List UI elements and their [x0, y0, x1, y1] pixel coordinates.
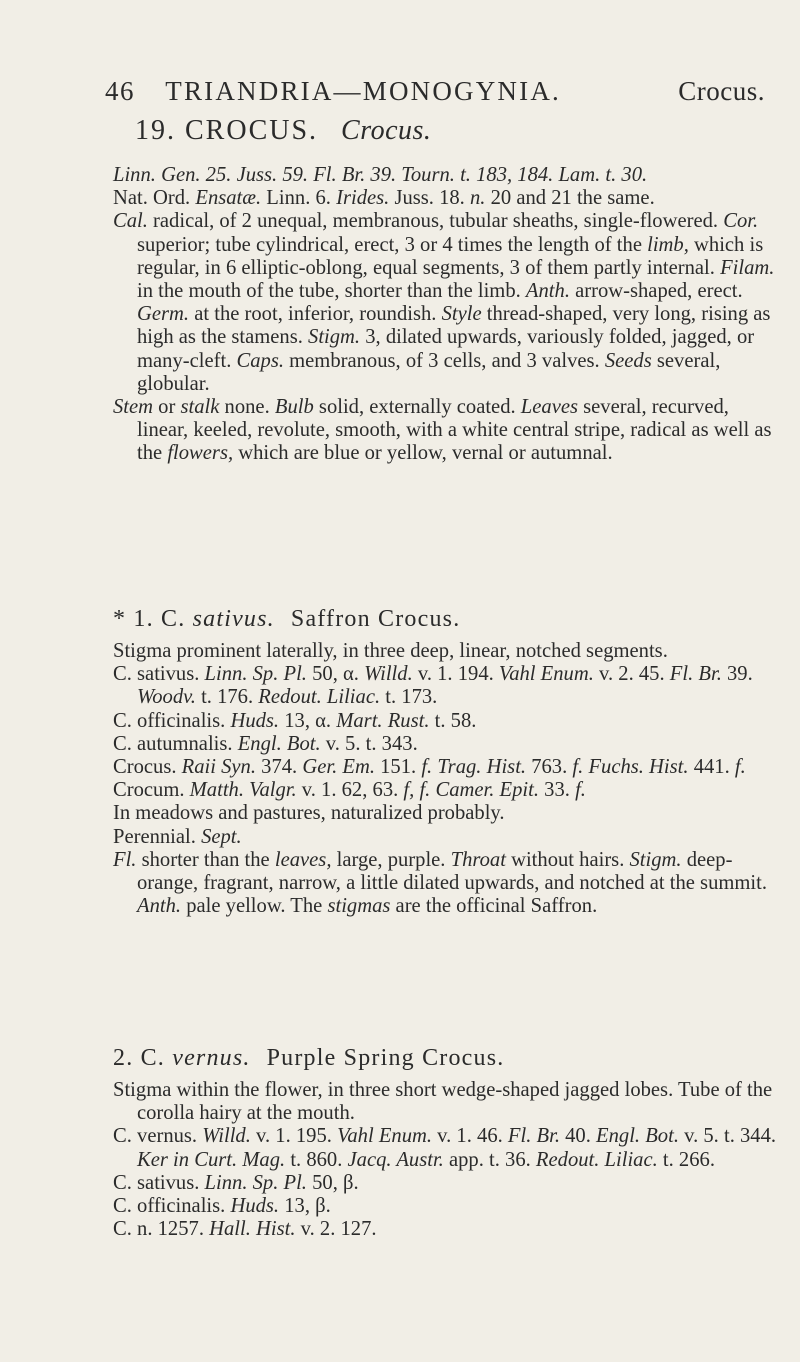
italic-text: Anth.: [525, 280, 570, 303]
text-run: 33.: [539, 779, 576, 802]
text-run: several, globular.: [137, 349, 721, 395]
text-paragraph: [113, 733, 783, 756]
text-run: large, purple.: [331, 848, 451, 871]
italic-text: stigmas: [327, 895, 391, 918]
text-paragraph: [113, 779, 783, 802]
italic-text: Linn. Gen. 25. Juss. 59. Fl. Br. 39. Tourn. t. 183, 184. Lam. t. 30.: [113, 164, 648, 186]
italic-text: Fl. Br.: [669, 663, 722, 686]
text-run: Stigma within the flower, in three short wedge-shaped jagged lobes. Tube of the corolla hairy at the mouth.: [113, 1079, 773, 1125]
running-genus: Crocus.: [678, 76, 765, 106]
text-run: superior; tube cylindrical, erect, 3 or 4 times the length of the: [137, 233, 648, 256]
running-title: TRIANDRIA—MONOGYNIA.: [165, 76, 561, 106]
italic-text: Hall. Hist.: [209, 1218, 296, 1241]
text-run: thread-shaped, very long, rising as high as the stamens.: [137, 303, 771, 349]
text-run: arrow-shaped, erect.: [569, 280, 743, 303]
italic-text: Style: [441, 303, 482, 326]
text-paragraph: [113, 1125, 783, 1171]
text-run: t. 173.: [380, 686, 438, 709]
italic-text: Seeds: [604, 349, 652, 372]
text-run: are the officinal Saffron.: [390, 895, 598, 918]
text-run: 20 and 21 the same.: [485, 187, 655, 210]
text-run: which is regular, in 6 elliptic-oblong, equal segments, 3 of them partly internal.: [137, 233, 764, 279]
italic-text: Engl. Bot.: [596, 1125, 679, 1148]
text-paragraph: [113, 1195, 783, 1218]
italic-text: Jacq. Austr.: [347, 1148, 444, 1171]
running-header: [105, 76, 765, 107]
italic-text: Linn. Sp. Pl.: [204, 1171, 307, 1194]
text-run: v. 2. 45.: [593, 663, 670, 686]
genus-title: [135, 115, 431, 147]
italic-text: Stem: [113, 396, 154, 419]
text-run: v. 5. t. 343.: [320, 732, 418, 755]
text-run: v. 1. 46.: [432, 1125, 508, 1148]
italic-text: Irides.: [336, 187, 390, 210]
text-paragraph: [113, 396, 783, 466]
text-run: Perennial.: [113, 825, 202, 848]
italic-text: Huds.: [230, 1195, 280, 1218]
text-run: C. sativus.: [113, 1171, 205, 1194]
species-common-name: Purple Spring Crocus.: [266, 1045, 505, 1071]
italic-text: f.: [575, 779, 586, 802]
italic-text: Leaves: [520, 396, 578, 419]
text-run: membranous, of 3 cells, and 3 valves.: [284, 349, 605, 372]
text-run: 151.: [374, 756, 422, 779]
text-run: 3, dilated upwards, variously folded, jagged, or many-cleft.: [137, 326, 755, 372]
species-number: * 1. C.: [113, 606, 193, 632]
text-run: C. officinalis.: [113, 1195, 231, 1218]
text-run: v. 2. 127.: [295, 1218, 377, 1241]
text-run: Crocus.: [113, 756, 182, 779]
italic-text: Fl.: [113, 848, 137, 871]
text-run: shorter than the: [136, 848, 275, 871]
italic-text: Fuchs. Hist.: [588, 756, 689, 779]
text-run: 50, α.: [306, 663, 365, 686]
species-heading-vernus: [113, 1045, 504, 1072]
italic-text: Stigm.: [629, 848, 682, 871]
text-run: 39.: [721, 663, 753, 686]
italic-text: Vahl Enum.: [498, 663, 594, 686]
italic-text: Matth. Valgr.: [189, 779, 297, 802]
text-run: Juss. 18.: [389, 187, 470, 210]
italic-text: f.: [421, 756, 433, 779]
text-paragraph: [113, 802, 783, 825]
text-run: C. officinalis.: [113, 709, 231, 732]
species-sativus-description: [113, 640, 783, 918]
italic-text: Filam.: [720, 256, 775, 279]
text-paragraph: [113, 756, 783, 779]
italic-text: n.: [469, 187, 486, 210]
text-run: C. n. 1257.: [113, 1218, 210, 1241]
text-run: deep-orange, fragrant, narrow, a little dilated upwards, and notched at the summit.: [137, 848, 767, 895]
text-run: or: [153, 396, 181, 419]
text-run: Nat. Ord.: [113, 187, 196, 210]
genus-common-name: Crocus.: [341, 115, 432, 146]
text-run: at the root, inferior, roundish.: [189, 303, 442, 326]
italic-text: Huds.: [230, 709, 280, 732]
italic-text: Ker in Curt. Mag.: [137, 1148, 286, 1171]
italic-text: Raii Syn.: [181, 756, 256, 779]
species-number: 2. C.: [113, 1045, 173, 1071]
italic-text: Woodv.: [137, 686, 196, 709]
italic-text: Redout. Liliac.: [258, 686, 381, 709]
species-vernus-description: [113, 1079, 783, 1241]
italic-text: Anth.: [137, 895, 182, 918]
species-epithet: sativus.: [192, 606, 275, 632]
page-number: 46: [105, 76, 135, 106]
species-heading-sativus: [113, 606, 460, 633]
italic-text: Mart. Rust.: [336, 709, 430, 732]
text-paragraph: [113, 826, 783, 849]
italic-text: Vahl Enum.: [337, 1125, 433, 1148]
text-paragraph: [113, 210, 783, 396]
text-run: 374.: [256, 756, 303, 779]
species-common-name: Saffron Crocus.: [290, 606, 461, 632]
text-run: 13, α.: [279, 709, 337, 732]
text-run: none.: [219, 396, 275, 419]
text-paragraph: [113, 1172, 783, 1195]
italic-text: Germ.: [137, 303, 190, 326]
text-run: radical, of 2 unequal, membranous, tubular sheaths, single-flowered.: [147, 210, 724, 233]
italic-text: Caps.: [236, 349, 284, 372]
text-run: which are blue or yellow, vernal or autumnal.: [233, 442, 613, 465]
italic-text: leaves,: [274, 848, 332, 871]
italic-text: Throat: [450, 848, 506, 871]
text-run: Crocum.: [113, 779, 190, 802]
italic-text: f.: [572, 756, 584, 779]
italic-text: Sept.: [201, 825, 242, 848]
text-paragraph: [113, 710, 783, 733]
italic-text: f, f.: [403, 779, 431, 802]
italic-text: Engl. Bot.: [237, 732, 321, 755]
italic-text: limb,: [647, 233, 689, 256]
text-run: 441.: [688, 756, 735, 779]
text-run: several, recurved, linear, keeled, revolute, smooth, with a white central stripe, radical as well as the: [137, 396, 772, 465]
text-paragraph: [113, 663, 783, 709]
text-paragraph: [113, 187, 783, 210]
text-run: v. 1. 194.: [412, 663, 499, 686]
text-run: without hairs.: [505, 848, 630, 871]
italic-text: Redout. Liliac.: [535, 1148, 658, 1171]
italic-text: Camer. Epit.: [435, 779, 540, 802]
italic-text: Cal.: [113, 210, 148, 233]
text-run: t. 266.: [657, 1148, 715, 1171]
text-run: solid, externally coated.: [313, 396, 521, 419]
italic-text: Trag. Hist.: [437, 756, 527, 779]
italic-text: Stigm.: [308, 326, 361, 349]
text-run: C. autumnalis.: [113, 732, 238, 755]
italic-text: Fl. Br.: [507, 1125, 560, 1148]
text-run: C. vernus.: [113, 1125, 203, 1148]
text-paragraph: [113, 640, 783, 663]
text-run: t. 860.: [285, 1148, 348, 1171]
italic-text: Bulb: [274, 396, 314, 419]
italic-text: f.: [734, 756, 746, 779]
text-paragraph: [113, 1079, 783, 1125]
text-run: Linn. 6.: [261, 187, 337, 210]
italic-text: Ensatæ.: [195, 187, 262, 210]
species-epithet: vernus.: [172, 1045, 251, 1071]
text-paragraph: [113, 849, 783, 919]
text-run: in the mouth of the tube, shorter than the limb.: [137, 280, 526, 303]
italic-text: flowers,: [167, 442, 234, 465]
text-run: v. 5. t. 344.: [678, 1125, 777, 1148]
italic-text: Willd.: [202, 1125, 251, 1148]
text-run: v. 1. 62, 63.: [296, 779, 404, 802]
italic-text: Linn. Sp. Pl.: [204, 663, 307, 686]
text-run: pale yellow. The: [181, 895, 328, 918]
text-run: 50, β.: [306, 1171, 359, 1194]
text-run: 40.: [559, 1125, 597, 1148]
italic-text: Cor.: [723, 210, 759, 233]
text-paragraph: [113, 164, 783, 187]
italic-text: Ger. Em.: [302, 756, 375, 779]
genus-description: [113, 164, 783, 466]
italic-text: Willd.: [364, 663, 413, 686]
text-run: v. 1. 195.: [250, 1125, 338, 1148]
italic-text: stalk: [180, 396, 220, 419]
genus-number-name: 19. CROCUS.: [135, 115, 319, 146]
text-run: 763.: [526, 756, 573, 779]
text-run: app. t. 36.: [443, 1148, 536, 1171]
text-run: t. 58.: [429, 709, 477, 732]
text-run: 13, β.: [279, 1195, 331, 1218]
text-run: C. sativus.: [113, 663, 205, 686]
text-run: In meadows and pastures, naturalized probably.: [113, 802, 505, 825]
text-run: t. 176.: [195, 686, 259, 709]
text-run: Stigma prominent laterally, in three deep, linear, notched segments.: [113, 640, 668, 662]
text-paragraph: [113, 1218, 783, 1241]
